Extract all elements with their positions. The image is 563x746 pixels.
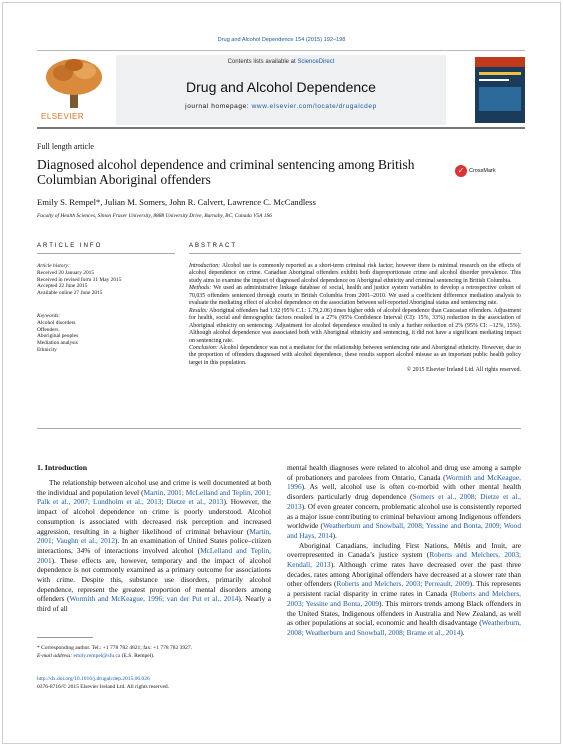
keyword: Alcohol disorders <box>37 319 76 326</box>
journal-banner <box>116 55 446 125</box>
abstract-methods: Methods: We used an administrative linkage database of social, health and justice system variables to develop a retrospective cohort of 70,035 offenders sentenced through courts in British Columbia from 2001–2010. We used a coefficient difference mediation analysis to evaluate the mediating effect of alcohol dependence on the association between self-reported Aboriginal status and sentencing rate. <box>189 285 521 307</box>
crossmark-label: CrossMark <box>469 168 496 174</box>
citation-link[interactable]: Weatherburn, 2008; Weatherburn and Snowball, 2008; Brame et al., 2014 <box>287 618 521 637</box>
body-text: ). <box>332 530 337 540</box>
journal-header <box>37 50 525 129</box>
citation-link[interactable]: Roberts and Melchers, 2003; Yessine and Bonta, 2009 <box>287 589 522 608</box>
divider <box>37 428 521 429</box>
intro-right-column <box>287 463 521 638</box>
citation-link[interactable]: Wormith and McKeague, 1996 <box>287 472 521 492</box>
journal-citation[interactable]: Drug and Alcohol Dependence 154 (2015) 192–198 <box>217 37 346 43</box>
keyword: Aboriginal peoples <box>37 333 79 340</box>
abstract-results: Results: Aboriginal offenders had 1.92 (95% C.I.: 1.79,2.06) times higher odds of alcohol dependence than Caucasian offenders. Adjustment for health, social and demographic factors resulted in a 27% (95% Confidence Interval (CI): 15%, 33%) reduction in the association of Aboriginal ethnicity on sentencing. Adjustment for alcohol dependence resulted in only a further reduction of 2% (95% CI: −12%, 15%). Although alcohol dependence was associated both with Aboriginal ethnicity and sentencing, it did not have a significant mediating impact on sentencing rate. <box>189 307 522 344</box>
body-text: ). This represents a persistent racial disparity in crime rates in Canada ( <box>287 579 521 599</box>
body-text: ). Nearly a third of all <box>37 594 271 614</box>
history-item: Received in revised form 31 May 2015 <box>37 276 122 283</box>
divider <box>37 253 175 254</box>
article-info <box>37 263 167 354</box>
body-text: ). However, the impact of alcohol dependence on crime is poorly understood. Alcohol consumption is associated with decreased risk perception and increased aggression, resulting in a higher likelihood of criminal behaviour ( <box>37 497 271 536</box>
article-title: Diagnosed alcohol dependence and criminal sentencing among British Columbian Aboriginal offenders <box>37 157 415 187</box>
contents-prefix: Contents lists available at <box>227 59 298 65</box>
citation-link[interactable]: Wormith and McKeague, 1996; van der Put et al., 2014 <box>69 594 239 604</box>
body-text: ). As well, alcohol use is often co-morbid with other mental health disorders particularly drug dependence ( <box>287 482 521 502</box>
body-text: ). This mirrors trends among Black offenders in the United States, Indigenous offenders in Australia and New Zealand, as well as other populations at social, economic and health disadvantage ( <box>287 598 521 628</box>
section-heading: 1. Introduction <box>37 463 88 472</box>
body-text: ). Although crime rates have decreased over the past three decades, rates among Aboriginal offenders have decreased at a slower rate than other offenders ( <box>287 560 521 589</box>
footnote-divider <box>37 637 93 638</box>
article-type: Full length article <box>37 142 94 151</box>
history-item: Available online 27 June 2015 <box>37 290 103 297</box>
abstract-copyright: © 2015 Elsevier Ireland Ltd. All rights reserved. <box>406 367 521 374</box>
crossmark-icon: ✓ <box>455 165 467 177</box>
homepage-link[interactable]: www.elsevier.com/locate/drugalcdep <box>251 103 377 110</box>
body-text: Aboriginal Canadians, including First Nations, Métis and Inuit, are overrepresented in Canada’s justice system ( <box>287 540 521 560</box>
author-list[interactable]: Emily S. Rempel*, Julian M. Somers, John R. Calvert, Lawrence C. McCandless <box>37 197 316 207</box>
citation-link[interactable]: Martin, 2001; McLelland and Teplin, 2001; Palk et al., 2007; Lundholm et al., 2013; Dietze et al., 2013 <box>37 487 271 507</box>
publisher-logo-text: ELSEVIER <box>41 112 85 121</box>
doi-link[interactable]: http://dx.doi.org/10.1016/j.drugalcdep.2015.06.026 <box>37 676 150 682</box>
intro-left-column <box>37 478 271 614</box>
history-label: Article history: <box>37 263 70 269</box>
keywords-label: Keywords: <box>37 312 61 319</box>
citation-link[interactable]: Martin, 2001; Vaughn et al., 2012 <box>37 526 271 546</box>
citation-link[interactable]: Somers et al., 2008; Dietze et al., 2013 <box>287 492 521 511</box>
keyword: Ethnicity <box>37 346 57 353</box>
keyword: Offenders <box>37 326 59 333</box>
abstract-introduction: Introduction: Alcohol use is commonly reported as a short-term criminal risk factor; however there is minimal research on the effects of alcohol dependence on crime. Canadian Aboriginal offenders exhibit both disproportionate crime and alcohol disorder prevalence. This study aims to examine the impact of diagnosed alcohol dependence on Aboriginal ethnicity and criminal sentencing in British Columbia. <box>189 263 521 284</box>
body-text: mental health diagnoses were related to alcohol and drug use among a sample of probationers and parolees from Ontario, Canada ( <box>287 463 521 482</box>
journal-cover-image[interactable] <box>475 57 525 123</box>
history-item: Accepted 22 June 2015 <box>37 283 88 290</box>
crossmark-button[interactable] <box>455 165 496 177</box>
history-item: Received 20 January 2015 <box>37 269 95 276</box>
elsevier-logo <box>37 55 112 125</box>
body-text: ). <box>460 627 465 637</box>
email-link[interactable]: emily.rempel@sfu.ca <box>73 652 121 659</box>
corresponding-author: * Corresponding author. Tel.: +1 778 782 4821; fax: +1 778 782 3927. <box>37 645 192 651</box>
paragraph <box>287 463 521 541</box>
article-info-heading: ARTICLE INFO <box>37 243 103 249</box>
citation-link[interactable]: McLelland and Teplin, 2001 <box>37 545 271 565</box>
contents-line <box>116 59 446 65</box>
doi-block <box>37 676 169 691</box>
homepage-prefix: journal homepage: <box>185 103 252 110</box>
keyword: Mediation analysis <box>37 340 78 347</box>
footnote <box>37 645 192 660</box>
citation-link[interactable]: Weatherburn and Snowball, 2008; Yessine and Bonta, 2009; Wood and Hays, 2014 <box>287 521 521 540</box>
body-text: ). Of even greater concern, problematic alcohol use is consistently reported as a major issue contributing to criminal behaviour among Indigenous offenders worldwide ( <box>287 501 521 531</box>
abstract-heading: ABSTRACT <box>189 243 238 249</box>
citation-link[interactable]: Roberts and Melchers, 2003; Kendall, 2013 <box>287 550 521 570</box>
citation-link[interactable]: Roberts and Melchers, 2003; Perreault, 2009 <box>336 579 470 589</box>
body-text: The relationship between alcohol use and crime is well documented at both the individual and population level ( <box>37 478 271 497</box>
abstract-body <box>189 263 521 375</box>
body-text: ). These effects are, however, temporary and the impact of alcohol dependence is not commonly examined as a primary outcome for associations with crime. Despite this, substance use disorders, primarily alcohol dependence, represent the greatest proportion of mental disorders among offenders ( <box>37 555 271 604</box>
divider <box>189 253 521 254</box>
rights-line: 0376-8716/© 2015 Elsevier Ireland Ltd. All rights reserved. <box>37 683 170 690</box>
journal-title: Drug and Alcohol Dependence <box>186 79 376 95</box>
abstract-conclusion: Conclusion: Alcohol dependence was not a mediator for the relationship between sentencing rate and Aboriginal ethnicity. However, due to the proportion of offenders diagnosed with alcohol dependence, these results support alcohol misuse as an important public health policy target in this population. <box>189 344 521 366</box>
sciencedirect-link[interactable]: ScienceDirect <box>297 59 335 65</box>
affiliation: Faculty of Health Sciences, Simon Fraser University, 8888 University Drive, Burnaby, BC, Canada V5A 1S6 <box>37 213 272 219</box>
tree-logo-icon <box>37 55 112 110</box>
body-text: ). In an examination of United States police–citizen interactions, 34% of interactions involved alcohol ( <box>37 536 271 555</box>
paragraph <box>287 541 521 638</box>
journal-homepage <box>116 103 446 110</box>
email-line: E-mail address: emily.rempel@sfu.ca (E.S. Rempel). <box>37 652 155 659</box>
